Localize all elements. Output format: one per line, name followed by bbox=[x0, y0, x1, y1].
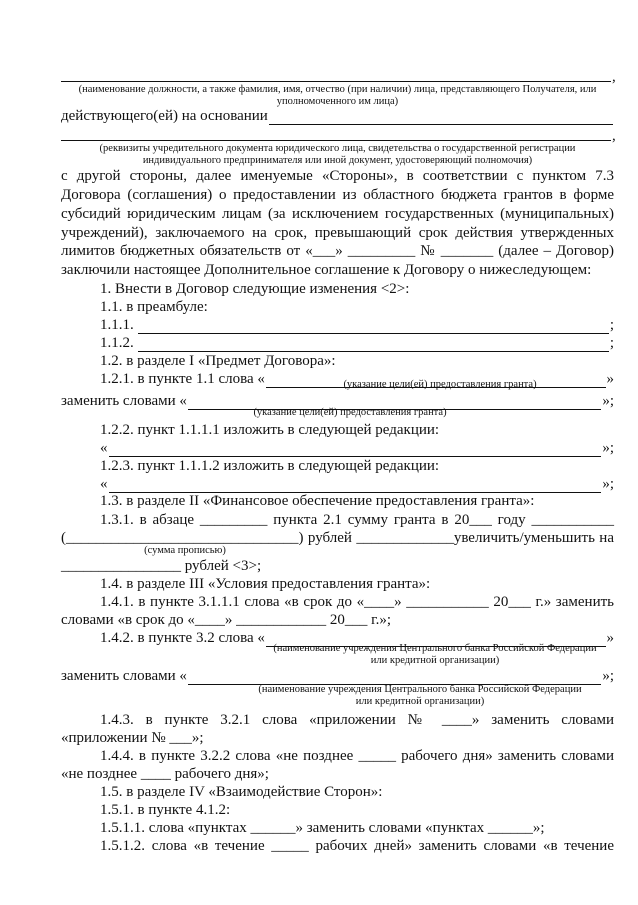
clause-1-4-4: 1.4.4. в пункте 3.2.2 слова «не позднее _____ рабочего дня» заменить словами bbox=[100, 748, 614, 764]
intro-line: заключили настоящее Дополнительное соглашение к Договору о нижеследующем: bbox=[61, 262, 592, 278]
clause-1-1-1-blank bbox=[138, 319, 609, 334]
acting-basis-blank bbox=[269, 110, 613, 125]
replace-bank-blank bbox=[188, 670, 601, 685]
open-quote: « bbox=[100, 440, 108, 456]
clause-1-2-3-blank bbox=[109, 478, 602, 493]
clause-1-2-1-label: 1.2.1. в пункте 1.1 слова « bbox=[100, 371, 265, 387]
clause-1-2-2-blank bbox=[109, 442, 602, 457]
clause-1: 1. Внести в Договор следующие изменения <2>: bbox=[100, 281, 410, 297]
trailing-comma: , bbox=[612, 128, 616, 144]
trailing-comma: , bbox=[612, 69, 616, 85]
semicolon: ; bbox=[609, 335, 614, 351]
close-quote-semicolon: »; bbox=[602, 440, 614, 456]
caption-bank-4: или кредитной организации) bbox=[355, 696, 485, 707]
clause-1-4: 1.4. в разделе III «Условия предоставления гранта»: bbox=[100, 576, 431, 592]
intro-line: Договора (соглашения) о предоставлении из областного бюджета грантов в форме bbox=[61, 187, 614, 203]
caption-document-2: индивидуального предпринимателя или иной документ, удостоверяющий полномочия) bbox=[142, 155, 533, 166]
clause-1-5-1-1: 1.5.1.1. слова «пунктах ______» заменить словами «пунктах ______»; bbox=[100, 820, 545, 836]
replace-bank-line bbox=[61, 667, 614, 685]
clause-1-3-1-b: (_______________________________) рублей _____________увеличить/уменьшить на bbox=[61, 530, 614, 546]
semicolon: ; bbox=[609, 317, 614, 333]
clause-1-3-1-c: ________________ рублей <3>; bbox=[61, 558, 262, 574]
clause-1-4-4-b: «не позднее ____ рабочего дня»; bbox=[61, 766, 269, 782]
clause-1-3-1: 1.3.1. в абзаце _________ пункта 2.1 сумму гранта в 20___ году ___________ bbox=[100, 512, 614, 528]
close-quote: » bbox=[606, 630, 614, 646]
caption-bank: (наименование учреждения Центрального банка Российской Федерации bbox=[273, 643, 597, 654]
clause-1-5: 1.5. в разделе IV «Взаимодействие Сторон»: bbox=[100, 784, 383, 800]
close-quote-semicolon: »; bbox=[602, 476, 614, 492]
close-quote: » bbox=[606, 371, 614, 387]
caption-bank-3: (наименование учреждения Центрального банка Российской Федерации bbox=[258, 684, 582, 695]
clause-1-4-1-b: словами «в срок до «____» ____________ 20___ г.»; bbox=[61, 612, 391, 628]
acting-basis-line bbox=[61, 107, 614, 125]
representative-line bbox=[61, 81, 611, 82]
clause-1-4-2-label: 1.4.2. в пункте 3.2 слова « bbox=[100, 630, 265, 646]
intro-line: учреждений), заключаемого на срок, превышающий срок действия утвержденных bbox=[61, 225, 614, 241]
intro-line: с другой стороны, далее именуемые «Стороны», в соответствии с пунктом 7.3 bbox=[61, 168, 614, 184]
clause-1-2-2-text bbox=[100, 439, 614, 457]
clause-1-1-2-blank bbox=[138, 337, 609, 352]
replace-words-label: заменить словами « bbox=[61, 393, 187, 409]
clause-1-4-3-b: «приложении № ___»; bbox=[61, 730, 204, 746]
caption-representative: (наименование должности, а также фамилия, имя, отчество (при наличии) лица, представляющего Получателя, или bbox=[78, 84, 597, 95]
replace-words-label: заменить словами « bbox=[61, 668, 187, 684]
caption-representative-2: уполномоченного им лица) bbox=[276, 96, 399, 107]
caption-goal: (указание цели(ей) предоставления гранта) bbox=[343, 379, 537, 390]
clause-1-1-2 bbox=[100, 334, 614, 352]
clause-1-2-3-text bbox=[100, 475, 614, 493]
caption-goal-2: (указание цели(ей) предоставления гранта) bbox=[253, 407, 447, 418]
caption-bank-2: или кредитной организации) bbox=[370, 655, 500, 666]
close-quote-semicolon: »; bbox=[602, 393, 614, 409]
caption-document: (реквизиты учредительного документа юридического лица, свидетельства о государственной регистрации bbox=[99, 143, 576, 154]
document-details-line bbox=[61, 140, 611, 141]
clause-1-5-1: 1.5.1. в пункте 4.1.2: bbox=[100, 802, 231, 818]
close-quote-semicolon: »; bbox=[602, 668, 614, 684]
clause-1-1-1-label: 1.1.1. bbox=[100, 317, 134, 333]
clause-1-1: 1.1. в преамбуле: bbox=[100, 299, 208, 315]
clause-1-4-3: 1.4.3. в пункте 3.2.1 слова «приложении № ____» заменить словами bbox=[100, 712, 614, 728]
clause-1-4-1: 1.4.1. в пункте 3.1.1.1 слова «в срок до «____» ___________ 20___ г.» заменить bbox=[100, 594, 614, 610]
intro-line: лимитов бюджетных обязательств от «___» _________ № _______ (далее – Договор) bbox=[61, 243, 614, 259]
clause-1-5-1-2: 1.5.1.2. слова «в течение _____ рабочих дней» заменить словами «в течение bbox=[100, 838, 614, 854]
intro-line: субсидий юридическим лицам (за исключением государственных (муниципальных) bbox=[61, 206, 614, 222]
clause-1-1-1 bbox=[100, 316, 614, 334]
clause-1-3: 1.3. в разделе II «Финансовое обеспечение предоставления гранта»: bbox=[100, 493, 535, 509]
clause-1-1-2-label: 1.1.2. bbox=[100, 335, 134, 351]
open-quote: « bbox=[100, 476, 108, 492]
acting-basis-text: действующего(ей) на основании bbox=[61, 108, 268, 124]
clause-1-2-3: 1.2.3. пункт 1.1.1.2 изложить в следующей редакции: bbox=[100, 458, 440, 474]
caption-sum: (сумма прописью) bbox=[144, 545, 226, 556]
clause-1-2-2: 1.2.2. пункт 1.1.1.1 изложить в следующей редакции: bbox=[100, 422, 440, 438]
clause-1-2: 1.2. в разделе I «Предмет Договора»: bbox=[100, 353, 336, 369]
